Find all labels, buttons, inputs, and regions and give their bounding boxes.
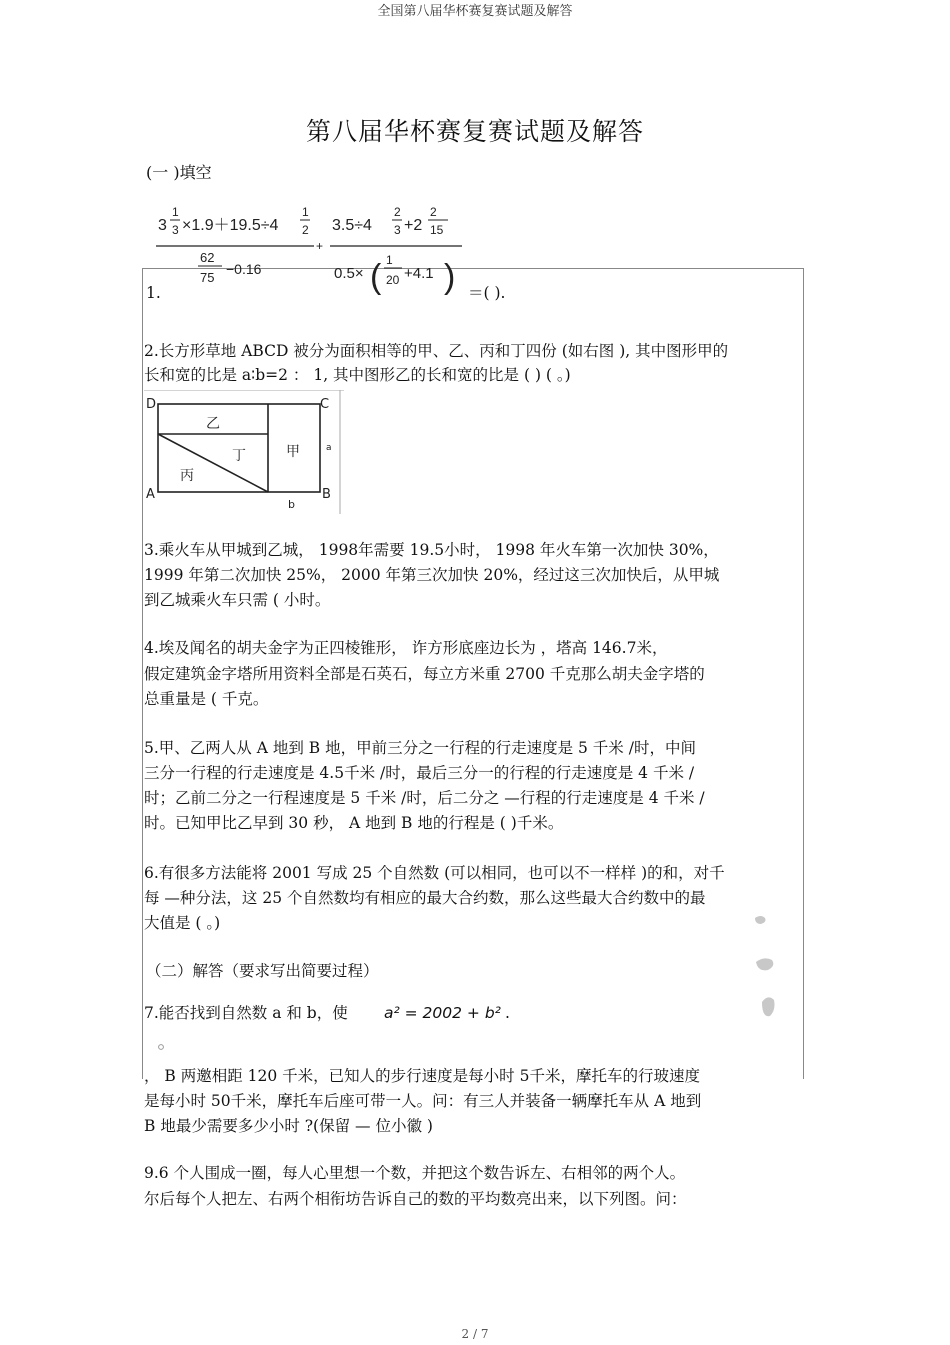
q1-a-num: 1 [172,205,179,219]
fig-label-a: A [146,487,155,502]
fig-label-d: D [146,397,157,412]
svg-text:(: ( [370,258,382,296]
q6-line1: 6.有很多方法能将 2001 写成 25 个自然数 (可以相同，也可以不一样样 )的和，对千 [144,864,725,882]
q5-line3: 时；乙前二分之一行程速度是 5 千米 /时，后二分之 —行程的行走速度是 4 千米 / [144,789,705,807]
q3-line1: 3.乘火车从甲城到乙城， 1998年需要 19.5小时， 1998 年火车第一次加快 30%， [144,541,719,559]
q8-line2: 是每小时 50千米，摩托车后座可带一人。问：有三人并装备一辆摩托车从 A 地到 [144,1092,702,1110]
q4-line2: 假定建筑金字塔所用资料全部是石英石，每立方米重 2700 千克那么胡夫金字塔的 [144,665,705,683]
q1-r-bot-b: +4.1 [404,265,434,282]
q1-a-whole: 3 [158,217,167,234]
q4-line1: 4.埃及闻名的胡夫金字为正四棱锥形， 诈方形底座边长为 ，塔高 146.7米， [144,639,668,657]
q1-lower-num: 62 [200,250,215,265]
q1-number: 1. [146,284,161,302]
q4-line3: 总重量是 ( 千克。 [144,690,269,708]
document-title: 第八届华杯赛复赛试题及解答 [305,117,644,146]
q5-line1: 5.甲、乙两人从 A 地到 B 地，甲前三分之一行程的行走速度是 5 千米 /时，中间 [144,739,696,757]
fig-side-b: b [288,498,295,511]
q7-period: . [505,1004,510,1022]
q1-r-plus: +2 [404,217,423,234]
q7-text: 7.能否找到自然数 a 和 b，使 [144,1004,348,1022]
q5-line4: 时。已知甲比乙早到 30 秒， A 地到 B 地的行程是 ( )千米。 [144,814,564,832]
q1-lower-rest: −0.16 [226,261,262,277]
dot-mark [156,1042,166,1052]
fig-label-b: B [322,487,331,502]
q2-line2: 长和宽的比是 a∶b=2 ： 1, 其中图形乙的长和宽的比是 ( ) ( 。) [144,366,571,384]
q2-rectangle-figure [144,390,344,514]
scan-smudge-marks [750,890,800,1030]
fig-side-a: a [326,443,332,453]
q3-line2: 1999 年第二次加快 25%， 2000 年第三次加快 20%，经过这三次加快后，从甲城 [144,566,720,584]
q5-line2: 三分一行程的行走速度是 4.5千米 /时，最后三分一的行程的行走速度是 4 千米 / [144,764,695,782]
q8-line3: B 地最少需要多少小时 ?(保留 — 位小徽 ) [144,1117,433,1135]
fig-region-ding: 丁 [232,448,246,464]
q1-b-num: 1 [302,205,309,219]
q8-line1: ， B 两邀相距 120 千米，已知人的步行速度是每小时 5千米，摩托车的行玻速度 [144,1067,700,1085]
q1-r-top: 3.5÷4 [332,217,372,234]
q1-lower-den: 75 [200,270,215,285]
q9-line1: 9.6 个人围成一圈，每人心里想一个数，并把这个数告诉左、右相邻的两个人。 [144,1164,686,1182]
q2-line1: 2.长方形草地 ABCD 被分为面积相等的甲、乙、丙和丁四份 (如右图 ), 其中图形甲的 [144,342,729,360]
q1-r-bot-a: 0.5× [334,265,364,282]
section-solutions: （二）解答（要求写出简要过程） [146,962,379,980]
q9-line2: 尔后每个人把左、右两个相衔坊告诉自己的数的平均数亮出来，以下列图。问： [144,1190,687,1208]
page-header: 全国第八届华杯赛复赛试题及解答 [377,4,573,19]
q1-r-n1: 2 [394,205,401,219]
page-number: 2 / 7 [461,1327,489,1341]
fig-label-c: C [320,397,330,412]
q6-line3: 大值是 ( 。) [144,914,221,932]
q3-line3: 到乙城乘火车只需 ( 小时。 [144,591,331,609]
q7-equation: a² = 2002 + b² [384,1004,501,1022]
q1-answer-blank: ＝( ). [468,284,506,302]
q1-r-bot-n: 1 [386,253,393,267]
q1-a-den: 3 [172,223,179,237]
fig-region-yi: 乙 [206,416,220,432]
fig-region-bing: 丙 [180,468,194,484]
q1-b-den: 2 [302,223,309,237]
q1-math-expression [150,200,480,300]
svg-text:): ) [444,258,456,296]
q1-plus: + [316,239,324,253]
q6-line2: 每 —种分法，这 25 个自然数均有相应的最大合约数，那么这些最大合约数中的最 [144,889,706,907]
q1-r-d1: 3 [394,223,401,237]
q1-r-d2: 15 [430,223,444,237]
q1-r-bot-d: 20 [386,273,400,287]
q1-r-n2: 2 [430,205,437,219]
section-fill-blank: (一 )填空 [146,163,212,182]
q1-mid: ×1.9＋19.5÷4 [182,217,279,234]
fig-region-jia: 甲 [286,444,300,460]
